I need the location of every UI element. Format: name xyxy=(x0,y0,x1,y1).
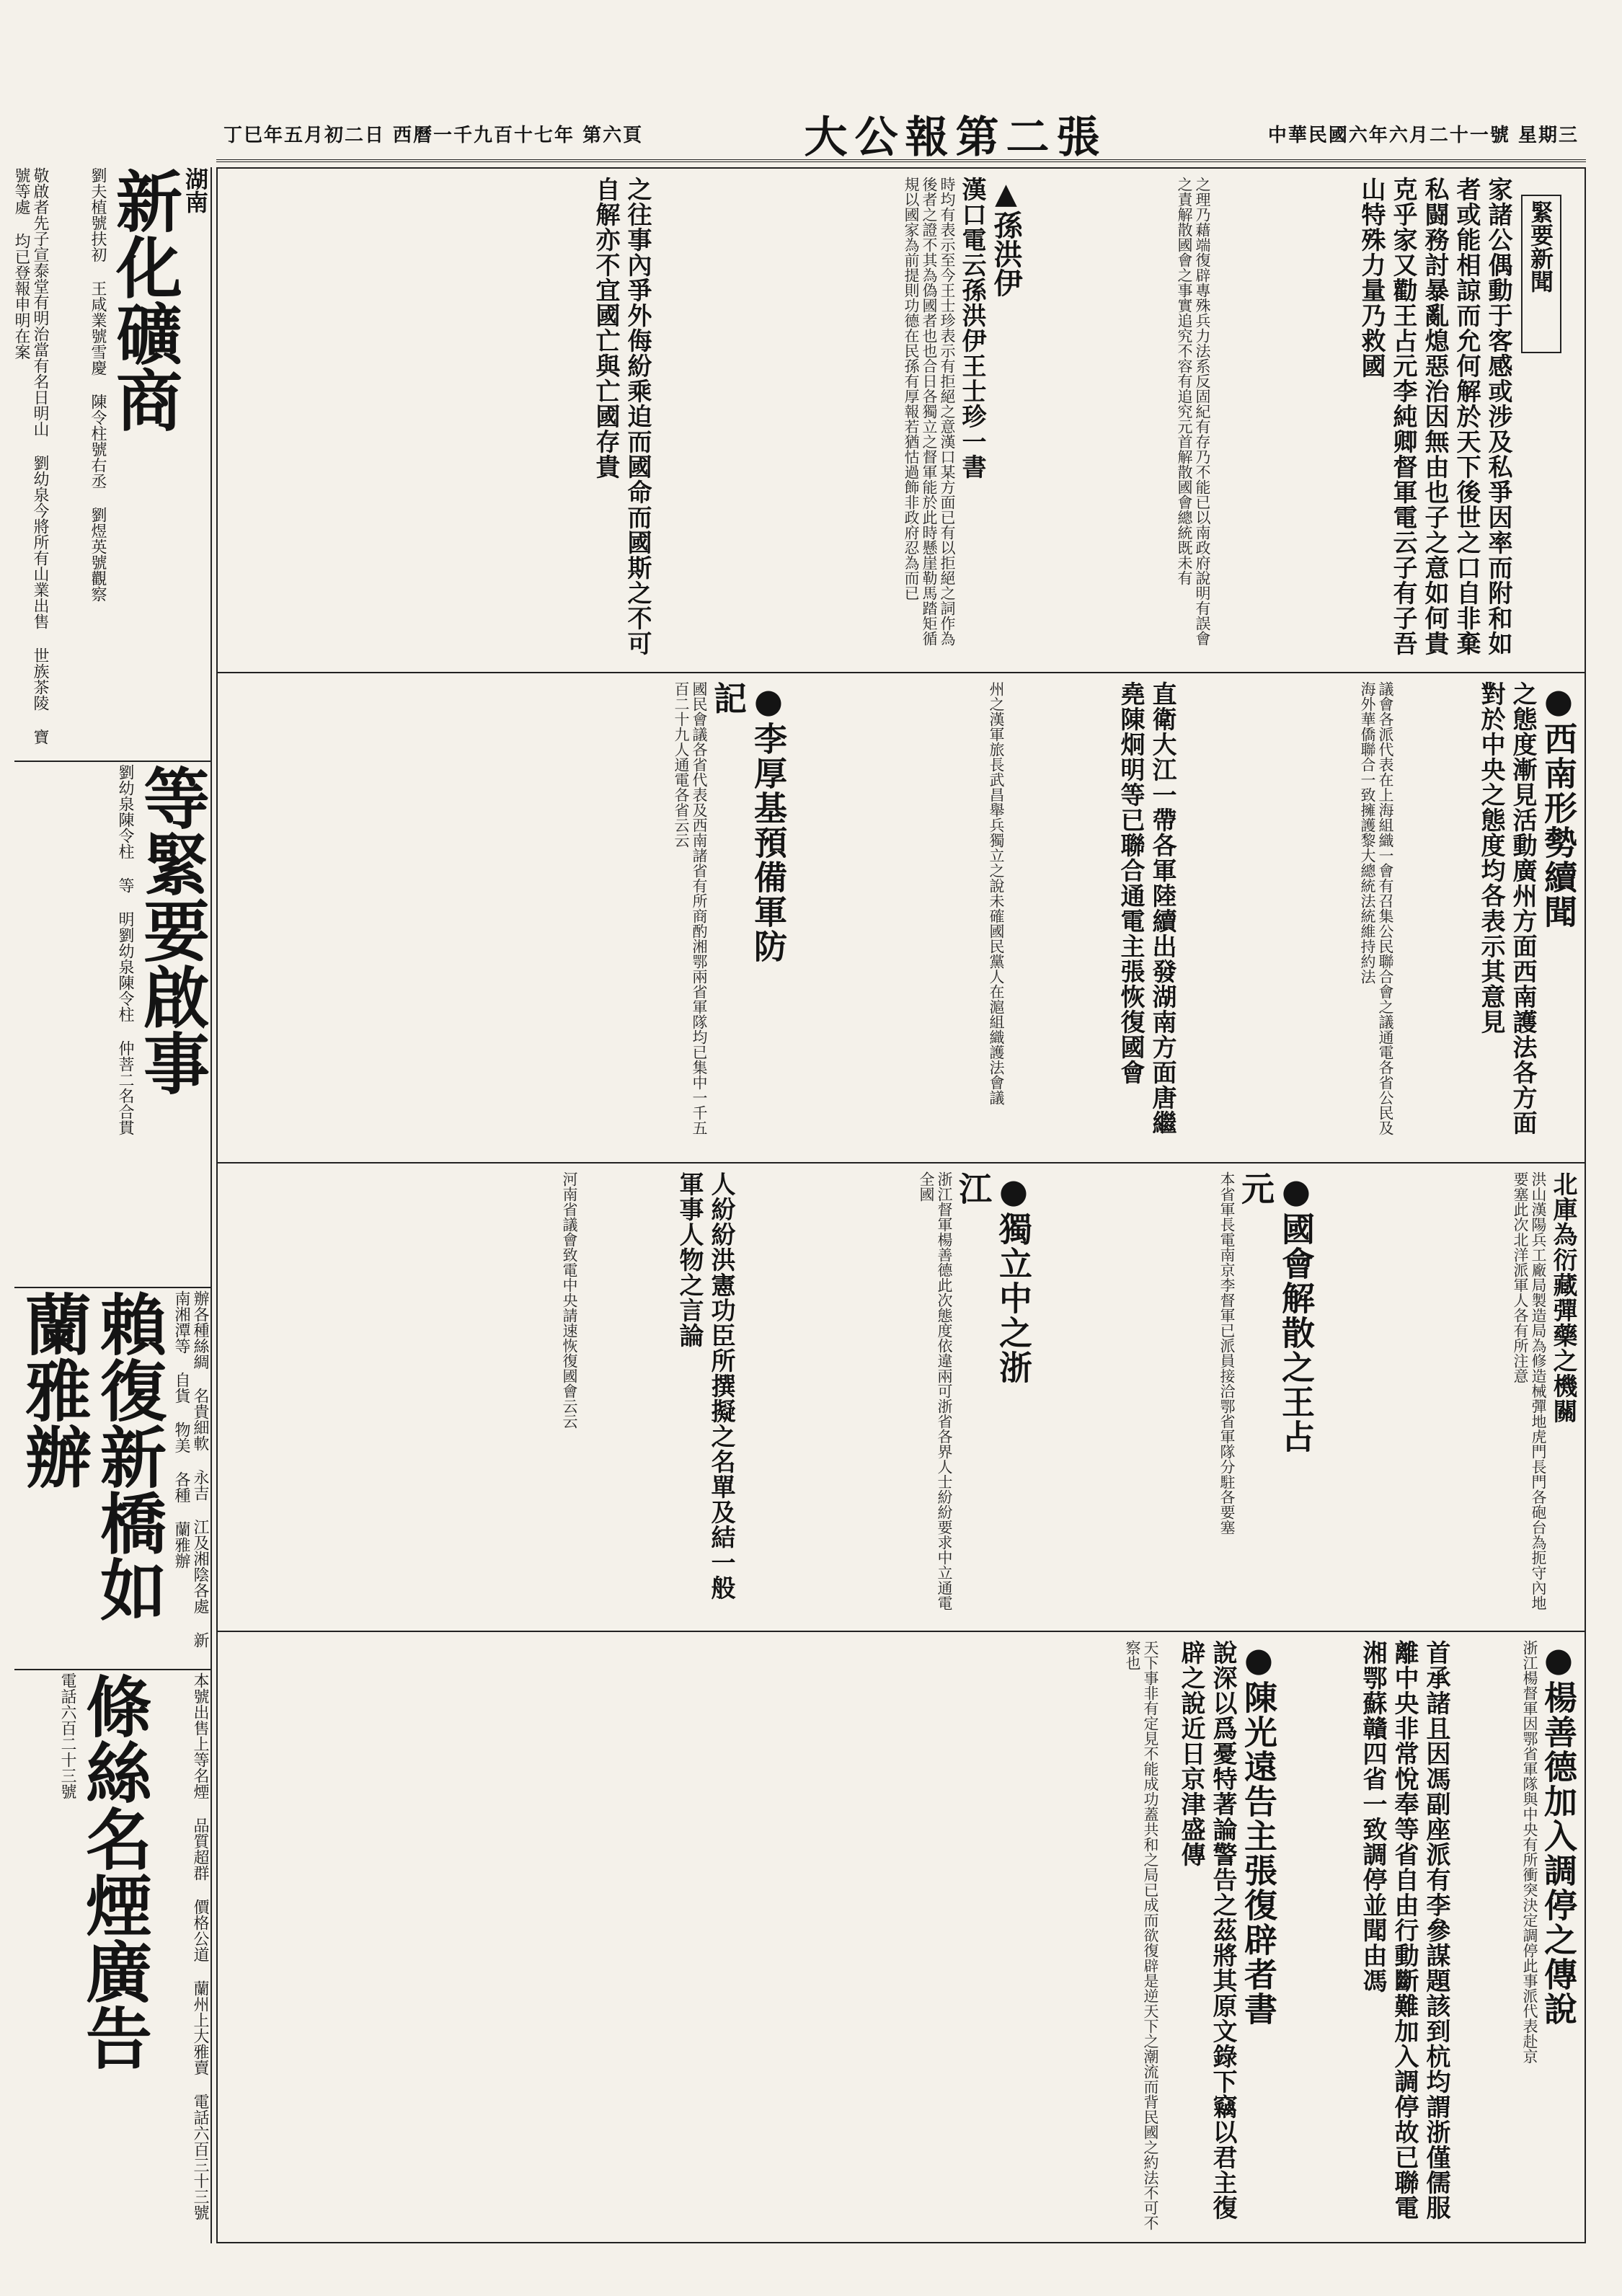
a3-body4: 人紛紛洪憲功臣所撰擬之名單及結一般軍事人物之言論 xyxy=(675,1171,735,1600)
ad4-small: 本號出售上等名煙 品質超群 價格公道 蘭州上大雅賣 電話六百三十三號 xyxy=(191,1672,209,2220)
a3-body5: 河南省議會致電中央請速恢復國會云云 xyxy=(561,1171,578,1429)
a1-body2: 之理乃藉端復辟專殊兵力法系反固紀有存乃不能已以南政府說明有誤會之責解散國會之事實追究不容有追究元首解散國會總統既未有 xyxy=(1176,177,1211,646)
ad-3 xyxy=(14,1290,209,1665)
article-3 xyxy=(223,1171,1579,1626)
ad-1 xyxy=(14,167,209,758)
a3-head1: ● 國會解散之王占元 xyxy=(1236,1171,1316,1460)
a1-lead: 漢口電云孫洪伊王士珍一書 xyxy=(957,177,986,479)
a3-body2: 本省軍長電南京李督軍已派員接洽鄂省軍隊分駐各要塞 xyxy=(1218,1171,1236,1535)
a4-body2: 首承諸且因馮副座派有李參謀題該到杭均謂浙僅儒服離中央非常悅奉等省自由行動斷難加入調停故已聯電湘鄂蘇贛四省一致調停並聞由馮 xyxy=(1358,1640,1450,2220)
a2-head2: ● 李厚基預備軍防記 xyxy=(708,681,789,970)
a3-head2: ● 獨立中之浙江 xyxy=(953,1171,1034,1417)
article-1 xyxy=(223,177,1514,667)
a3-body3: 浙江督軍楊善德此次態度依違兩可浙省各界人士紛紛要求中立通電全國 xyxy=(918,1171,953,1610)
ads-sep-1 xyxy=(14,761,210,762)
ad2-big: 等緊要啟事 xyxy=(133,764,210,1096)
divider-row-2 xyxy=(216,1162,1586,1163)
article-4 xyxy=(223,1640,1579,2238)
a1-body3: 時均有表示至今王士珍表示有拒絕之意漢口某方面已有以拒絕之詞作為後者之證不其為偽國者也也合日各獨立之督軍能於此時懸崖勒馬踏矩循規以國家為前提則功德在民孫有厚報若猶怙過飾非政府忍為而已 xyxy=(903,177,956,646)
a4-body4: 天下事非有定見不能成功蓋共和之局已成而欲復辟是逆天下之潮流而背民國之約法不可不察也 xyxy=(1124,1640,1159,2230)
ad1-big: 新化礦商 xyxy=(105,167,183,433)
ad3-small: 辦各種絲綢 名貴細軟 永吉 江及湘陰各處 新南湘潭等 自貨 物美 各種 蘭雅辦 xyxy=(172,1290,209,1648)
ads-divider xyxy=(210,167,212,2243)
a2-body2: 議會各派代表在上海組織一會有召集公民聯合會之議通電各省公民及海外華僑聯合一致擁護黎大總統法統維持約法 xyxy=(1359,681,1394,1135)
a1-body4: 之往事內爭外侮紛乘迫而國命而國斯之不可自解亦不宜國亡與亡國存貴 xyxy=(591,177,652,656)
a4-body3: 說深以爲憂特著論警告之茲將其原文錄下竊以君主復辟之說近日京津盛傳 xyxy=(1176,1640,1237,2220)
a2-body3: 直衛大江一帶各軍陸續出發湖南方面唐繼堯陳炯明等已聯合通電主張恢復國會 xyxy=(1116,681,1176,1135)
a1-head: ▲孫洪伊 xyxy=(989,177,1023,297)
a4-body1: 浙江楊督軍因鄂省軍隊與中央有所衝突決定調停此事派代表赴京 xyxy=(1521,1640,1538,2064)
ad3-big: 賴復新橋如蘭雅辦 xyxy=(14,1290,167,1622)
masthead xyxy=(216,108,1586,162)
a2-body1: 之態度漸見活動廣州方面西南護法各方面對於中央之態度均各表示其意見 xyxy=(1476,681,1537,1135)
a4-head: ● 楊善德加入調停之傳說 xyxy=(1538,1640,1579,2073)
masthead-date-right: 中華民國六年六月二十一號 星期三 xyxy=(1267,125,1579,146)
ads-sep-3 xyxy=(14,1669,210,1670)
a3-lead1: 北庫為衍藏彈藥之機關 xyxy=(1548,1171,1577,1424)
ad-2 xyxy=(14,764,209,1283)
section-label-text: 緊要新聞 xyxy=(1527,200,1554,293)
article-2 xyxy=(223,681,1579,1157)
masthead-title: 大公報第二張 xyxy=(804,112,1107,163)
masthead-date-left: 丁巳年五月初二日 西曆一千九百十七年 第六頁 xyxy=(223,125,644,146)
divider-row-3 xyxy=(216,1631,1586,1632)
a2-head: ● 西南形勢續聞 xyxy=(1538,681,1579,970)
ad1-names: 劉夫植號扶初 王咸業號雪慶 陳令柱號右丞 劉煜英號觀察 xyxy=(89,167,107,602)
divider-row-1 xyxy=(216,672,1586,673)
a4-head2: ● 陳光遠告主張復辟者書 xyxy=(1238,1640,1279,2073)
a3-body1: 洪山漢陽兵工廠局製造局為修造械彈地虎門長門各砲台為扼守內地要塞此次北洋派軍人各有所注意 xyxy=(1512,1171,1547,1610)
ads-sep-2 xyxy=(14,1287,210,1288)
ad4-phone: 電話六百二十三號 xyxy=(58,1672,76,1799)
ad1-label: 湖南 xyxy=(182,167,209,213)
a2-body4: 州之漢軍旅長武昌舉兵獨立之說未確國民黨人在滬組織護法會議 xyxy=(988,681,1005,1105)
a1-body1: 家諸公偶動于客感或涉及私爭因率而附和如者或能相諒而允何解於天下後世之口自非棄私闘務討暴亂熄惡治因無由也子之意如何貴克乎家又勸王占元李純卿督軍電云子有子吾山特殊力量乃救國 xyxy=(1357,177,1512,656)
a2-body5: 國民會議各省代表及西南諸省有所商酌湘鄂兩省軍隊均已集中一千五百二十九人通電各省云云 xyxy=(673,681,708,1135)
ad-4 xyxy=(14,1672,209,2242)
ad2-small: 劉幼泉陳令柱 等 明劉幼泉陳令柱 仲菩二名合貫 xyxy=(116,764,134,1135)
ad4-big: 條絲名煙廣告 xyxy=(75,1672,153,2070)
ad1-small: 敬啟者先子宣泰堂有明治當有名日明山 劉幼泉今將所有山業出售 世族茶陵 寶號等處 均已登報申明在案 xyxy=(12,167,49,745)
section-label xyxy=(1521,195,1561,353)
